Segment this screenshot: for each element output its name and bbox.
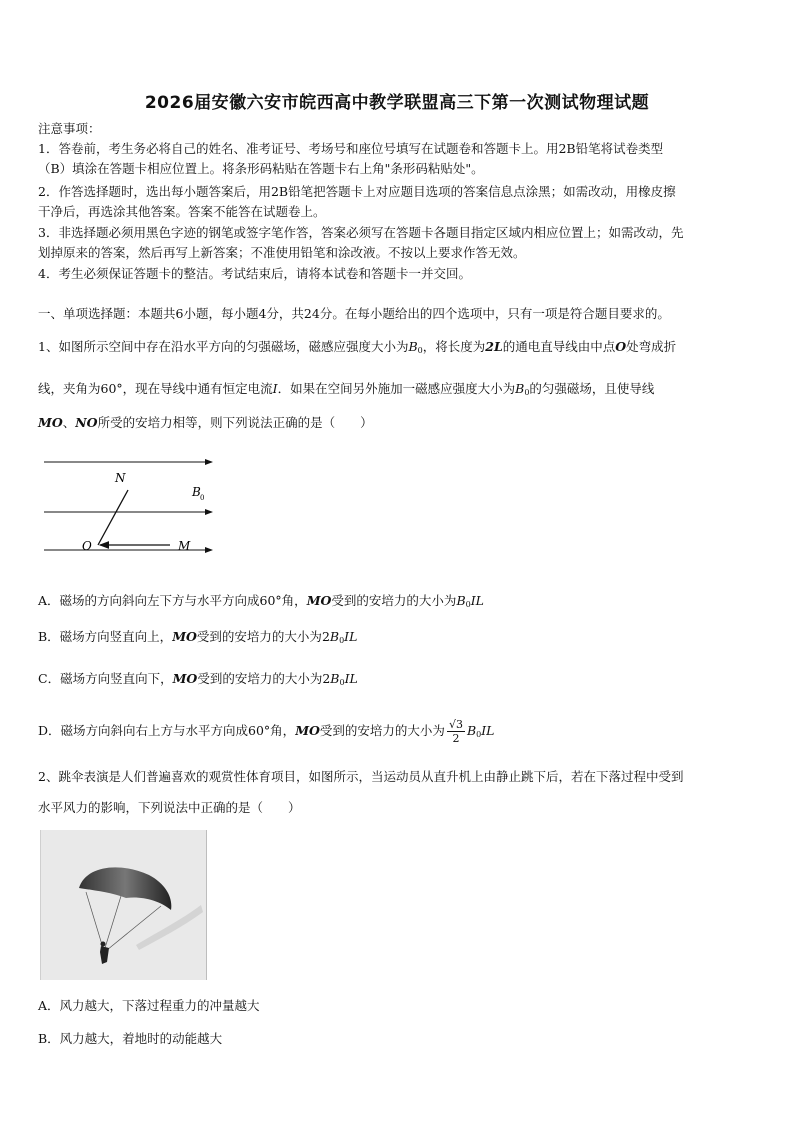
label-m: M <box>178 539 191 553</box>
q1-text: 处弯成折 <box>626 339 677 354</box>
symbol-sub-0: 0 <box>417 346 423 355</box>
note-line-3b: 划掉原来的答案，然后再写上新答案；不准使用铅笔和涂改液。不按以上要求作答无效。 <box>38 245 526 260</box>
canopy-shape <box>79 867 171 910</box>
q2-line-1: 2、跳伞表演是人们普遍喜欢的观赏性体育项目，如图所示，当运动员从直升机上由静止跳下后，若在下落过程中受到 <box>38 769 684 784</box>
symbol-no: NO <box>75 415 98 430</box>
option-text: A．磁场的方向斜向左下方与水平方向成60°角， <box>38 593 307 608</box>
q1-text: ，将长度为 <box>422 339 486 354</box>
q1-line-1 <box>38 338 758 360</box>
symbol-b: B <box>515 381 525 396</box>
notes-heading: 注意事项： <box>38 121 101 136</box>
q2-option-b[interactable]: B．风力越大，着地时的动能越大 <box>38 1031 223 1046</box>
symbol-sub-0: 0 <box>476 730 482 739</box>
symbol-mo: MO <box>295 723 320 738</box>
symbol-mo: MO <box>172 629 197 644</box>
q1-text: 线，夹角为60°，现在导线中通有恒定电流 <box>38 381 273 396</box>
option-text: 受到的安培力的大小为 <box>197 671 323 686</box>
symbol-il: IL <box>481 723 495 738</box>
q1-text: 的匀强磁场，且使导线 <box>529 381 655 396</box>
symbol-il: IL <box>470 593 484 608</box>
q1-option-b[interactable] <box>38 628 758 650</box>
q1-text: 、 <box>62 415 76 430</box>
symbol-il: IL <box>344 671 358 686</box>
q1-text: ．如果在空间另外施加一磁感应强度大小为 <box>277 381 516 396</box>
q1-text: 的通电直导线由中点 <box>502 339 616 354</box>
option-text: B．磁场方向竖直向上， <box>38 629 173 644</box>
symbol-il: IL <box>344 629 358 644</box>
q2-option-a[interactable]: A．风力越大，下落过程重力的冲量越大 <box>38 998 260 1013</box>
symbol-mo: MO <box>306 593 332 608</box>
fraction-denominator: 2 <box>452 732 460 745</box>
symbol-b: B <box>408 339 418 354</box>
note-line-3: 3．非选择题必须用黑色字迹的钢笔或签字笔作答，答案必须写在答题卡各题目指定区域内相应位置上；如需改动，先 <box>38 225 684 240</box>
symbol-b: B <box>330 671 340 686</box>
q1-option-a[interactable] <box>38 592 758 614</box>
symbol-sub-0: 0 <box>465 600 471 609</box>
symbol-i: I <box>272 381 278 396</box>
option-text: 受到的安培力的大小为 <box>319 723 445 738</box>
q1-line-3 <box>38 414 758 432</box>
fraction-numerator: √3 <box>448 718 463 731</box>
q2-line-2: 水平风力的影响，下列说法中正确的是（ ） <box>38 800 301 815</box>
jumper-figure <box>100 946 109 964</box>
label-o: O <box>82 539 92 553</box>
symbol-mo: MO <box>38 415 63 430</box>
q1-text: 1、如图所示空间中存在沿水平方向的匀强磁场，磁感应强度大小为 <box>38 339 409 354</box>
symbol-mo: MO <box>172 671 198 686</box>
symbol-b: B <box>456 593 466 608</box>
option-text: C．磁场方向竖直向下， <box>38 671 173 686</box>
option-text: 受到的安培力的大小为 <box>196 629 322 644</box>
symbol-o: O <box>615 339 627 354</box>
coefficient: 2 <box>322 671 331 686</box>
note-line-2b: 干净后，再选涂其他答案。答案不能答在试题卷上。 <box>38 204 326 219</box>
note-line-1b: （B）填涂在答题卡相应位置上。将条形码粘贴在答题卡右上角"条形码粘贴处"。 <box>38 161 484 176</box>
q1-option-c[interactable] <box>38 670 758 692</box>
parachute-illustration <box>41 830 206 980</box>
wire-no <box>98 490 128 545</box>
smoke-trail <box>136 905 203 950</box>
label-b0: B <box>192 485 201 499</box>
parachute-photo <box>40 830 207 980</box>
symbol-sub-0: 0 <box>339 636 345 645</box>
symbol-sub-0: 0 <box>524 388 530 397</box>
symbol-2l: 2L <box>485 339 503 354</box>
symbol-sub-0: 0 <box>339 678 345 687</box>
coefficient: 2 <box>321 629 330 644</box>
option-text: 受到的安培力的大小为 <box>331 593 457 608</box>
note-line-2: 2．作答选择题时，选出每小题答案后，用2B铅笔把答题卡上对应题目选项的答案信息点涂黑；如需改动，用橡皮擦 <box>38 184 676 199</box>
symbol-b: B <box>329 629 340 644</box>
symbol-b: B <box>466 723 477 738</box>
magnetic-field-diagram <box>40 450 220 560</box>
q1-text: 所受的安培力相等，则下列说法正确的是（ ） <box>97 415 373 430</box>
label-n: N <box>115 471 126 485</box>
q1-line-2 <box>38 380 758 402</box>
q1-option-d[interactable] <box>38 718 758 745</box>
section-heading: 一、单项选择题：本题共6小题，每小题4分，共24分。在每小题给出的四个选项中，只有一项是符合题目要求的。 <box>38 306 670 321</box>
page-title: 2026届安徽六安市皖西高中教学联盟高三下第一次测试物理试题 <box>144 93 650 113</box>
label-b0-sub: 0 <box>200 494 205 502</box>
option-text: D．磁场方向斜向右上方与水平方向成60°角， <box>38 723 296 738</box>
note-line-4: 4．考生必须保证答题卡的整洁。考试结束后，请将本试卷和答题卡一并交回。 <box>38 266 471 281</box>
note-line-1: 1．答卷前，考生务必将自己的姓名、准考证号、考场号和座位号填写在试题卷和答题卡上。用2B铅笔将试卷类型 <box>38 141 664 156</box>
fraction-sqrt3-over-2 <box>447 718 465 745</box>
